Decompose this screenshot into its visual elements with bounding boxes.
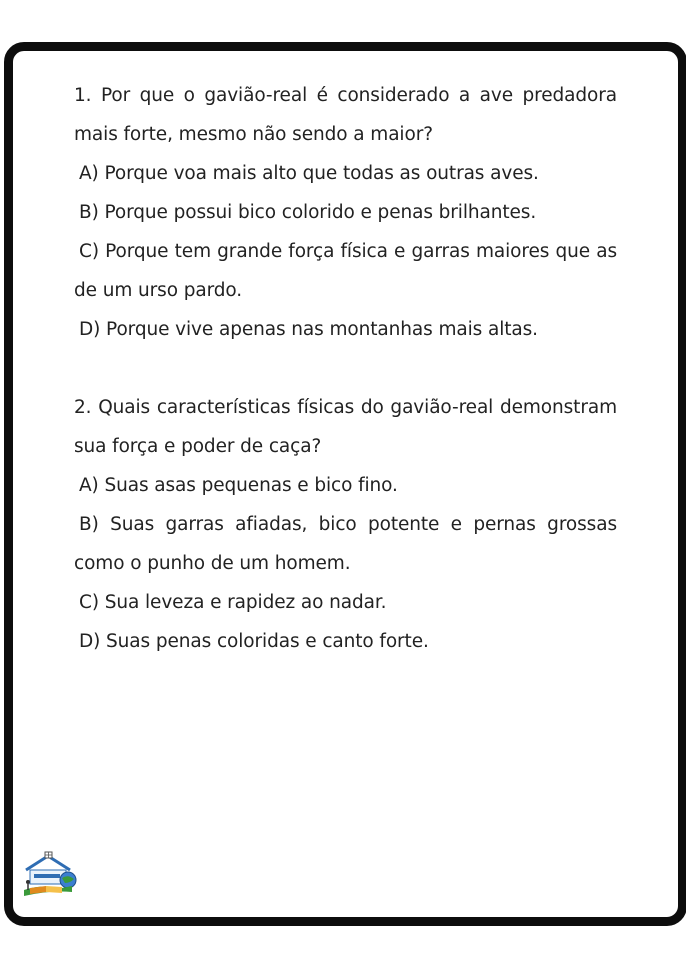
question-1-option-a: A) Porque voa mais alto que todas as outras aves. <box>79 163 539 184</box>
question-1 <box>74 76 617 349</box>
question-1-option-c: C) Porque tem grande força física e garras maiores que as de um urso pardo. <box>74 241 617 301</box>
school-house-logo-icon <box>22 850 80 900</box>
question-1-prompt <box>74 76 617 154</box>
question-2-option-a: A) Suas asas pequenas e bico fino. <box>79 475 398 496</box>
question-1-option-b: B) Porque possui bico colorido e penas brilhantes. <box>79 202 537 223</box>
question-2-prompt <box>74 388 617 466</box>
question-2-option-b: B) Suas garras afiadas, bico potente e pernas grossas como o punho de um homem. <box>74 514 617 574</box>
question-spacer <box>74 349 617 388</box>
question-1-number: 1. <box>74 85 92 106</box>
question-2-text: Quais características físicas do gavião-real demonstram sua força e poder de caça? <box>74 397 617 457</box>
question-2-number: 2. <box>74 397 92 418</box>
question-2 <box>74 388 617 661</box>
question-2-option-d: D) Suas penas coloridas e canto forte. <box>79 631 429 652</box>
worksheet-content <box>74 76 617 661</box>
question-1-text: Por que o gavião-real é considerado a ave predadora mais forte, mesmo não sendo a maior? <box>74 85 617 145</box>
question-1-option-d: D) Porque vive apenas nas montanhas mais altas. <box>79 319 538 340</box>
question-2-option-c: C) Sua leveza e rapidez ao nadar. <box>79 592 387 613</box>
